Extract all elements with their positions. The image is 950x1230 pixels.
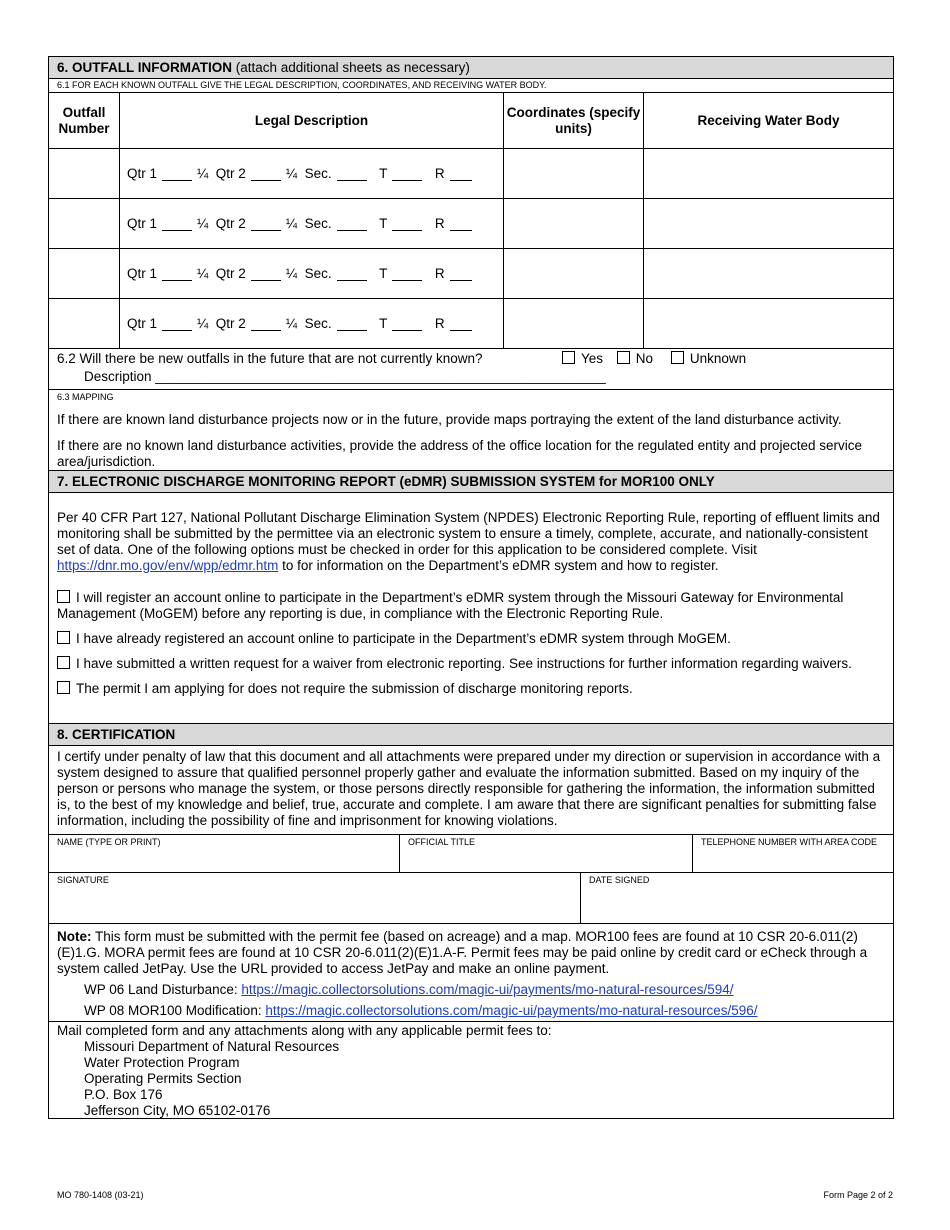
unknown-option[interactable]: Unknown xyxy=(671,351,746,366)
section6-header: 6. OUTFALL INFORMATION (attach additional sheets as necessary) xyxy=(49,57,893,79)
no-option[interactable]: No xyxy=(617,351,653,366)
mail-address-line: Operating Permits Section xyxy=(84,1071,242,1086)
mail-address-line: Jefferson City, MO 65102-0176 xyxy=(84,1103,271,1118)
wp06-link[interactable]: https://magic.collectorsolutions.com/magic-ui/payments/mo-natural-resources/594/ xyxy=(241,982,734,997)
township-blank[interactable] xyxy=(392,266,422,281)
qtr2-blank[interactable] xyxy=(251,216,281,231)
coordinates-cell[interactable] xyxy=(503,149,643,198)
signature-field[interactable]: SIGNATURE xyxy=(57,875,109,885)
wp06-line: WP 06 Land Disturbance: https://magic.collectorsolutions.com/magic-ui/payments/mo-natural-resources/594/ xyxy=(84,982,734,997)
receiving-water-body-cell[interactable] xyxy=(643,299,893,348)
future-outfalls-text: 6.2 Will there be new outfalls in the future that are not currently known? xyxy=(57,351,483,366)
coordinates-cell[interactable] xyxy=(503,199,643,248)
option-4-checkbox[interactable] xyxy=(57,681,70,694)
note-text: Note: This form must be submitted with the permit fee (based on acreage) and a map. MOR100 fees are found at 10 CSR 20-6.011(2)(E)1.G. MORA permit fees are found at 10 CSR 20-6.011(2)(E)1.A-F. Permit fees may be paid online by credit card or eCheck through a system called JetPay. Use the URL provided to access JetPay and make an online payment. xyxy=(57,929,868,976)
certification-statement: I certify under penalty of law that this document and all attachments were prepared under my direction or supervision in accordance with a system designed to assure that qualified personnel properly gather and evaluate the information submitted. Based on my inquiry of the person or persons who manage the system, or those persons directly responsible for gathering the information, the information submitted is, to the best of my knowledge and belief, true, accurate and complete. I am aware that there are significant penalties for submitting false information, including the possibility of fine and imprisonment for knowing violations. xyxy=(49,746,893,835)
qtr1-blank[interactable] xyxy=(162,166,192,181)
section7-header: 7. ELECTRONIC DISCHARGE MONITORING REPORT (eDMR) SUBMISSION SYSTEM for MOR100 ONLY xyxy=(49,470,893,493)
legal-description-cell: Qtr 1 ¼ Qtr 2 ¼ Sec. T R xyxy=(119,149,503,198)
mapping-paragraph-2: If there are no known land disturbance activities, provide the address of the office location for the regulated entity and projected service area/jurisdiction. xyxy=(57,438,862,469)
edmr-option-2[interactable]: I have already registered an account online to participate in the Department’s eDMR system through MoGEM. xyxy=(49,631,893,647)
edmr-link[interactable]: https://dnr.mo.gov/env/wpp/edmr.htm xyxy=(57,558,279,573)
outfall-number-cell[interactable] xyxy=(49,199,119,248)
outfall-number-cell[interactable] xyxy=(49,149,119,198)
mail-address-line: Missouri Department of Natural Resources xyxy=(84,1039,340,1054)
sec-blank[interactable] xyxy=(337,316,367,331)
outfall-row xyxy=(49,199,893,249)
outfall-row xyxy=(49,149,893,199)
legal-description-header: Legal Description xyxy=(119,93,503,148)
name-field[interactable]: NAME (TYPE OR PRINT) xyxy=(57,837,161,847)
legal-description-cell: Qtr 1 ¼ Qtr 2 ¼ Sec. T R xyxy=(119,249,503,298)
legal-description-cell: Qtr 1 ¼ Qtr 2 ¼ Sec. T R xyxy=(119,299,503,348)
outfall-row xyxy=(49,299,893,349)
form-number: MO 780-1408 (03-21) xyxy=(57,1190,144,1200)
outfall-number-cell[interactable] xyxy=(49,299,119,348)
qtr2-blank[interactable] xyxy=(251,316,281,331)
edmr-option-4[interactable]: The permit I am applying for does not require the submission of discharge monitoring reports. xyxy=(49,681,893,697)
certification-signature-row xyxy=(49,873,893,924)
mapping-label: 6.3 MAPPING xyxy=(57,392,114,402)
unknown-checkbox[interactable] xyxy=(671,351,684,364)
section6-instruction: 6.1 FOR EACH KNOWN OUTFALL GIVE THE LEGAL DESCRIPTION, COORDINATES, AND RECEIVING WATER BODY. xyxy=(49,79,893,93)
future-outfalls-options xyxy=(554,351,754,367)
wp08-line: WP 08 MOR100 Modification: https://magic.collectorsolutions.com/magic-ui/payments/mo-natural-resources/596/ xyxy=(84,1003,758,1018)
receiving-water-body-cell[interactable] xyxy=(643,199,893,248)
description-field[interactable]: Description ____________________________________________________________ xyxy=(84,369,606,384)
range-blank[interactable] xyxy=(450,266,472,281)
section7-body xyxy=(49,493,893,724)
outfall-number-cell[interactable] xyxy=(49,249,119,298)
future-outfalls-question xyxy=(49,349,893,390)
qtr2-blank[interactable] xyxy=(251,166,281,181)
mail-section xyxy=(49,1022,893,1119)
sec-blank[interactable] xyxy=(337,166,367,181)
outfall-row xyxy=(49,249,893,299)
range-blank[interactable] xyxy=(450,166,472,181)
edmr-intro: Per 40 CFR Part 127, National Pollutant Discharge Elimination System (NPDES) Electronic Reporting Rule, reporting of effluent limits and monitoring shall be submitted by the permittee via an electronic system to ensure a timely, complete, accurate, and nationally-consistent set of data. One of the following options must be checked in order for this application to be considered complete. Visit https://dnr.mo.gov/env/wpp/edmr.htm to for information on the Department’s eDMR system and how to register. xyxy=(57,510,880,573)
outfall-table-header xyxy=(49,93,893,149)
yes-checkbox[interactable] xyxy=(562,351,575,364)
no-checkbox[interactable] xyxy=(617,351,630,364)
telephone-field[interactable]: TELEPHONE NUMBER WITH AREA CODE xyxy=(692,835,893,872)
qtr2-blank[interactable] xyxy=(251,266,281,281)
form xyxy=(48,56,894,1119)
edmr-option-1[interactable]: I will register an account online to participate in the Department’s eDMR system through the Missouri Gateway for Environmental Management (MoGEM) before any reporting is due, in compliance with the Electronic Reporting Rule. xyxy=(57,590,844,621)
legal-description-cell: Qtr 1 ¼ Qtr 2 ¼ Sec. T R xyxy=(119,199,503,248)
range-blank[interactable] xyxy=(450,216,472,231)
note-section xyxy=(49,924,893,1022)
mapping-section xyxy=(49,390,893,470)
receiving-water-body-header: Receiving Water Body xyxy=(643,93,893,148)
wp08-link[interactable]: https://magic.collectorsolutions.com/magic-ui/payments/mo-natural-resources/596/ xyxy=(265,1003,758,1018)
receiving-water-body-cell[interactable] xyxy=(643,249,893,298)
receiving-water-body-cell[interactable] xyxy=(643,149,893,198)
township-blank[interactable] xyxy=(392,216,422,231)
coordinates-header: Coordinates (specify units) xyxy=(503,93,643,148)
qtr1-blank[interactable] xyxy=(162,266,192,281)
mail-address-line: P.O. Box 176 xyxy=(84,1087,163,1102)
mapping-paragraph-1: If there are known land disturbance projects now or in the future, provide maps portraying the extent of the land disturbance activity. xyxy=(57,412,842,427)
option-3-checkbox[interactable] xyxy=(57,656,70,669)
page-number: Form Page 2 of 2 xyxy=(823,1190,893,1200)
mail-address-line: Water Protection Program xyxy=(84,1055,240,1070)
sec-blank[interactable] xyxy=(337,266,367,281)
qtr1-blank[interactable] xyxy=(162,216,192,231)
sec-blank[interactable] xyxy=(337,216,367,231)
township-blank[interactable] xyxy=(392,166,422,181)
date-signed-field[interactable]: DATE SIGNED xyxy=(580,873,893,923)
yes-option[interactable]: Yes xyxy=(562,351,603,366)
outfall-number-header: Outfall Number xyxy=(58,104,110,136)
qtr1-blank[interactable] xyxy=(162,316,192,331)
coordinates-cell[interactable] xyxy=(503,249,643,298)
edmr-option-3[interactable]: I have submitted a written request for a waiver from electronic reporting. See instructions for further information regarding waivers. xyxy=(49,656,893,672)
coordinates-cell[interactable] xyxy=(503,299,643,348)
option-1-checkbox[interactable] xyxy=(57,590,70,603)
official-title-field[interactable]: OFFICIAL TITLE xyxy=(399,835,692,872)
township-blank[interactable] xyxy=(392,316,422,331)
certification-name-row xyxy=(49,835,893,873)
mail-intro: Mail completed form and any attachments along with any applicable permit fees to: xyxy=(57,1023,552,1038)
range-blank[interactable] xyxy=(450,316,472,331)
section8-header: 8. CERTIFICATION xyxy=(49,724,893,746)
option-2-checkbox[interactable] xyxy=(57,631,70,644)
